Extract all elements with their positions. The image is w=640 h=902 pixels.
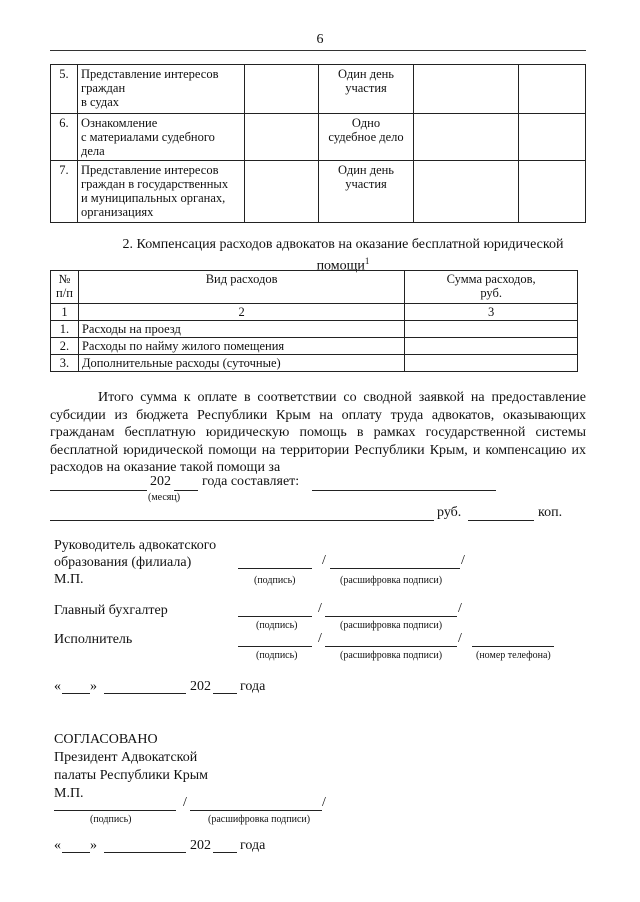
expense-sum <box>405 338 578 355</box>
header-type: Вид расходов <box>78 271 404 304</box>
unit-line: Один день <box>337 163 395 177</box>
accountant-decode-line[interactable] <box>325 616 457 617</box>
date-close-quote: » <box>90 838 97 853</box>
stamp-place: М.П. <box>54 572 84 587</box>
approval-signature-line[interactable] <box>54 810 176 811</box>
expenses-table <box>50 270 578 372</box>
row-number: 6. <box>51 114 78 161</box>
signature-caption: (подпись) <box>256 650 298 661</box>
date-open-quote: « <box>54 838 61 853</box>
total-paragraph: Итого сумма к оплате в соответствии со сводной заявкой на предоставление субсидии из бюджета Республики Крым на оплату труда адвокатов, оказывающих гражданам бесплатную юридическую помощь в рамках государственной системы бесплатной юридической помощи на территории Республики Крым, и компенсацию их расходов на оказание такой помощи за <box>50 390 586 475</box>
decode-caption: (расшифровка подписи) <box>340 575 443 586</box>
service-name-line: граждан <box>80 81 126 95</box>
phone-line[interactable] <box>472 646 554 647</box>
expense-type: Расходы по найму жилого помещения <box>78 338 404 355</box>
slash: / <box>318 631 322 646</box>
empty-cell <box>244 65 318 114</box>
phone-caption: (номер телефона) <box>476 650 551 661</box>
decode-caption: (расшифровка подписи) <box>208 814 311 825</box>
accountant-signature-line[interactable] <box>238 616 312 617</box>
signature-caption: (подпись) <box>90 814 132 825</box>
header-sum <box>405 271 578 304</box>
total-amount-blank[interactable] <box>312 490 496 491</box>
date-open-quote: « <box>54 679 61 694</box>
table-row <box>51 65 586 114</box>
month-blank[interactable] <box>104 693 186 694</box>
executor-decode-line[interactable] <box>325 646 457 647</box>
approval-decode-line[interactable] <box>190 810 322 811</box>
amount-words-blank[interactable] <box>50 520 434 521</box>
kop-label: коп. <box>538 505 563 520</box>
service-name-line: граждан в государственных <box>80 177 229 191</box>
decode-caption: (расшифровка подписи) <box>340 620 443 631</box>
empty-cell <box>519 161 586 223</box>
signature-caption: (подпись) <box>256 620 298 631</box>
unit-line: участия <box>345 177 387 191</box>
month-blank[interactable] <box>50 490 147 491</box>
service-name-line: Представление интересов <box>80 163 219 177</box>
service-name <box>77 65 244 114</box>
slash: / <box>458 631 462 646</box>
index-cell: 1 <box>51 304 79 321</box>
service-name <box>77 161 244 223</box>
header-line: Сумма расходов, <box>446 272 536 286</box>
header-line: п/п <box>56 286 73 300</box>
month-caption: (месяц) <box>148 492 181 503</box>
year-blank[interactable] <box>213 852 237 853</box>
footnote-mark: 1 <box>364 256 370 266</box>
stamp-place: М.П. <box>54 786 84 801</box>
index-cell: 2 <box>78 304 404 321</box>
index-cell: 3 <box>405 304 578 321</box>
unit-line: Один день <box>337 67 395 81</box>
date-year-prefix: 202 <box>190 838 211 853</box>
expense-sum <box>405 355 578 372</box>
day-blank[interactable] <box>62 693 90 694</box>
unit-cell <box>318 65 414 114</box>
services-table <box>50 64 586 223</box>
year-prefix: 202 <box>150 474 171 489</box>
section-title-line: помощи <box>316 258 365 274</box>
table-row <box>51 355 578 372</box>
service-name-line: Ознакомление <box>80 116 158 130</box>
empty-cell <box>414 65 519 114</box>
approval-title: СОГЛАСОВАНО <box>54 732 158 747</box>
expense-type: Расходы на проезд <box>78 321 404 338</box>
row-number: 3. <box>51 355 79 372</box>
section-title-line: 2. Компенсация расходов адвокатов на оказание бесплатной юридической <box>122 237 564 252</box>
service-name-line: дела <box>80 144 105 158</box>
approval-line: палаты Республики Крым <box>54 768 209 783</box>
unit-line: Одно <box>351 116 381 130</box>
unit-line: судебное дело <box>328 130 404 144</box>
decode-caption: (расшифровка подписи) <box>340 650 443 661</box>
head-title-line: образования (филиала) <box>54 555 192 570</box>
header-line: руб. <box>480 286 502 300</box>
slash: / <box>322 795 326 810</box>
slash: / <box>458 601 462 616</box>
slash: / <box>183 795 187 810</box>
executor-label: Исполнитель <box>54 632 133 647</box>
table-row <box>51 161 586 223</box>
row-number: 7. <box>51 161 78 223</box>
date-suffix: года <box>240 679 266 694</box>
executor-signature-line[interactable] <box>238 646 312 647</box>
head-title-line: Руководитель адвокатского <box>54 538 217 553</box>
service-name-line: с материалами судебного <box>80 130 215 144</box>
rub-label: руб. <box>437 505 462 520</box>
unit-cell <box>318 114 414 161</box>
expense-type: Дополнительные расходы (суточные) <box>78 355 404 372</box>
accountant-label: Главный бухгалтер <box>54 603 168 618</box>
service-name <box>77 114 244 161</box>
service-name-line: организациях <box>80 205 154 219</box>
header-rule <box>50 50 586 51</box>
header-line: № <box>58 272 71 286</box>
empty-cell <box>414 161 519 223</box>
day-blank[interactable] <box>62 852 90 853</box>
unit-line: участия <box>345 81 387 95</box>
signature-caption: (подпись) <box>254 575 296 586</box>
empty-cell <box>244 114 318 161</box>
year-suffix: года составляет: <box>202 474 300 489</box>
date-close-quote: » <box>90 679 97 694</box>
empty-cell <box>519 65 586 114</box>
table-row <box>51 114 586 161</box>
kop-blank[interactable] <box>468 520 534 521</box>
table-index-row <box>51 304 578 321</box>
year-blank[interactable] <box>174 490 198 491</box>
date-suffix: года <box>240 838 266 853</box>
slash: / <box>322 553 326 568</box>
section-title <box>50 237 636 275</box>
slash: / <box>318 601 322 616</box>
slash: / <box>461 553 465 568</box>
header-num <box>51 271 79 304</box>
table-header-row <box>51 271 578 304</box>
approval-line: Президент Адвокатской <box>54 750 198 765</box>
empty-cell <box>519 114 586 161</box>
empty-cell <box>414 114 519 161</box>
row-number: 1. <box>51 321 79 338</box>
page-number: 6 <box>316 32 324 47</box>
head-title <box>54 537 216 588</box>
empty-cell <box>244 161 318 223</box>
table-row <box>51 321 578 338</box>
service-name-line: в судах <box>80 95 119 109</box>
month-blank[interactable] <box>104 852 186 853</box>
year-blank[interactable] <box>213 693 237 694</box>
table-row <box>51 338 578 355</box>
service-name-line: Представление интересов <box>80 67 219 81</box>
service-name-line: и муниципальных органах, <box>80 191 226 205</box>
approval-block <box>54 731 208 803</box>
row-number: 5. <box>51 65 78 114</box>
date-year-prefix: 202 <box>190 679 211 694</box>
unit-cell <box>318 161 414 223</box>
head-signature-line[interactable] <box>238 568 312 569</box>
expense-sum <box>405 321 578 338</box>
head-decode-line[interactable] <box>330 568 460 569</box>
row-number: 2. <box>51 338 79 355</box>
